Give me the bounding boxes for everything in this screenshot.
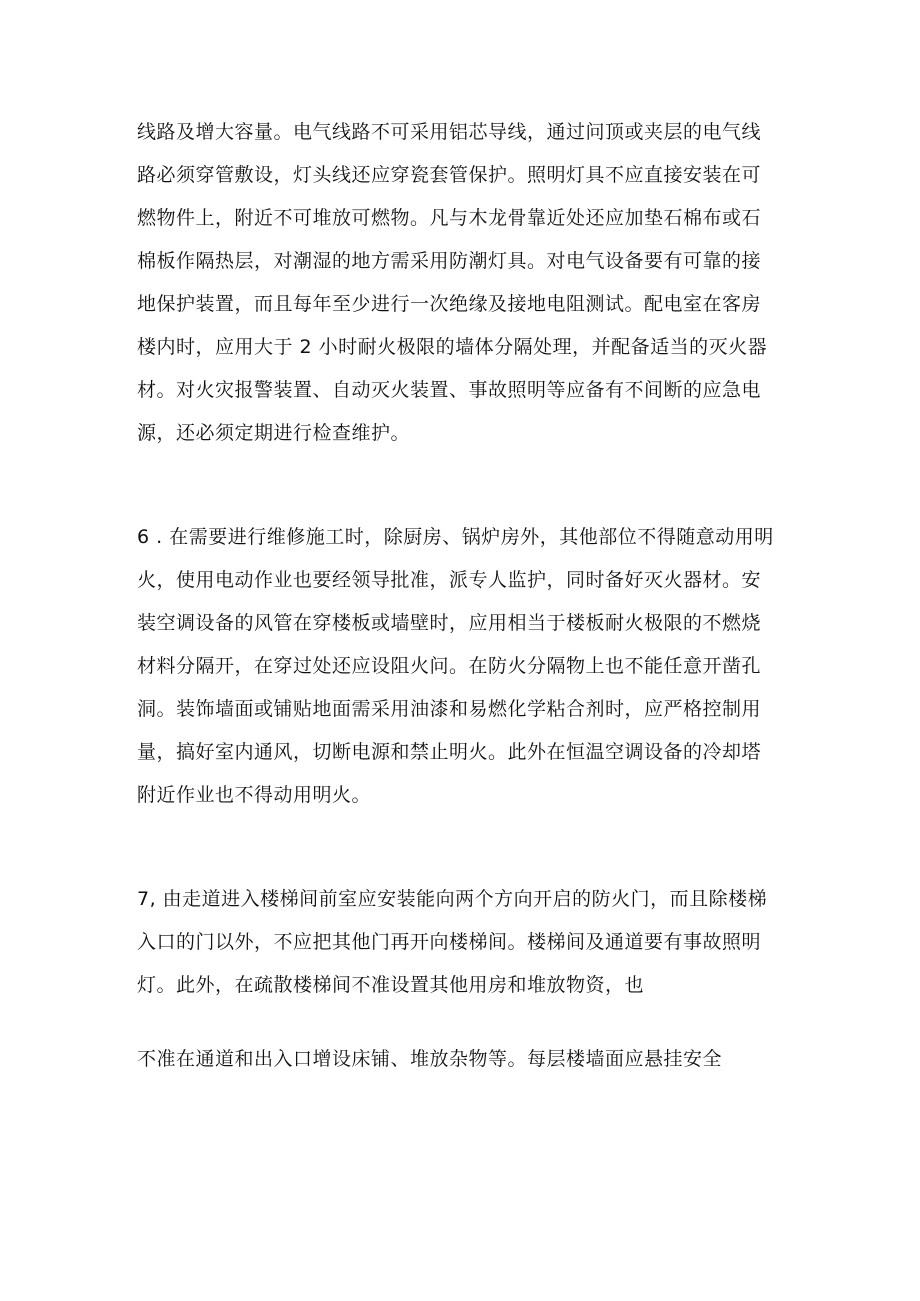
text-line: 洞。装饰墙面或铺贴地面需采用油漆和易燃化学粘合剂时，应严格控制用: [137, 698, 762, 720]
text-line: 灯。此外，在疏散楼梯间不准设置其他用房和堆放物资，也: [137, 974, 645, 996]
text-line: 棉板作隔热层，对潮湿的地方需采用防潮灯具。对电气设备要有可靠的接: [137, 250, 762, 272]
text-line: 楼内时，应用大于 2 小时耐火极限的墙体分隔处理，并配备适当的灭火器: [137, 336, 768, 358]
text-line: 地保护装置，而且每年至少进行一次绝缘及接地电阻测试。配电室在客房: [137, 293, 762, 315]
text-line: 入口的门以外，不应把其他门再开向楼梯间。楼梯间及通道要有事故照明: [137, 931, 762, 953]
text-line: 不准在通道和出入口增设床铺、堆放杂物等。每层楼墙面应悬挂安全: [137, 1048, 723, 1070]
text-line: 7, 由走道进入楼梯间前室应安装能向两个方向开启的防火门，而且除楼梯: [137, 888, 768, 910]
text-line: 装空调设备的风管在穿楼板或墙壁时，应用相当于楼板耐火极限的不燃烧: [137, 612, 762, 634]
text-line: 附近作业也不得动用明火。: [137, 784, 372, 806]
text-line: 燃物件上，附近不可堆放可燃物。凡与木龙骨靠近处还应加垫石棉布或石: [137, 207, 762, 229]
text-line: 路必须穿管敷设，灯头线还应穿瓷套管保护。照明灯具不应直接安装在可: [137, 164, 762, 186]
text-line: 材。对火灾报警装置、自动灭火装置、事故照明等应备有不间断的应急电: [137, 379, 762, 401]
text-line: 火，使用电动作业也要经领导批准，派专人监护，同时备好灭火器材。安: [137, 569, 762, 591]
text-line: 线路及增大容量。电气线路不可采用铝芯导线，通过问顶或夹层的电气线: [137, 121, 762, 143]
text-line: 6 . 在需要进行维修施工时，除厨房、锅炉房外，其他部位不得随意动用明: [137, 526, 774, 548]
text-line: 量，搞好室内通风，切断电源和禁止明火。此外在恒温空调设备的冷却塔: [137, 741, 762, 763]
text-line: 材料分隔开，在穿过处还应设阻火问。在防火分隔物上也不能任意开凿孔: [137, 655, 762, 677]
text-line: 源，还必须定期进行检查维护。: [137, 422, 411, 444]
